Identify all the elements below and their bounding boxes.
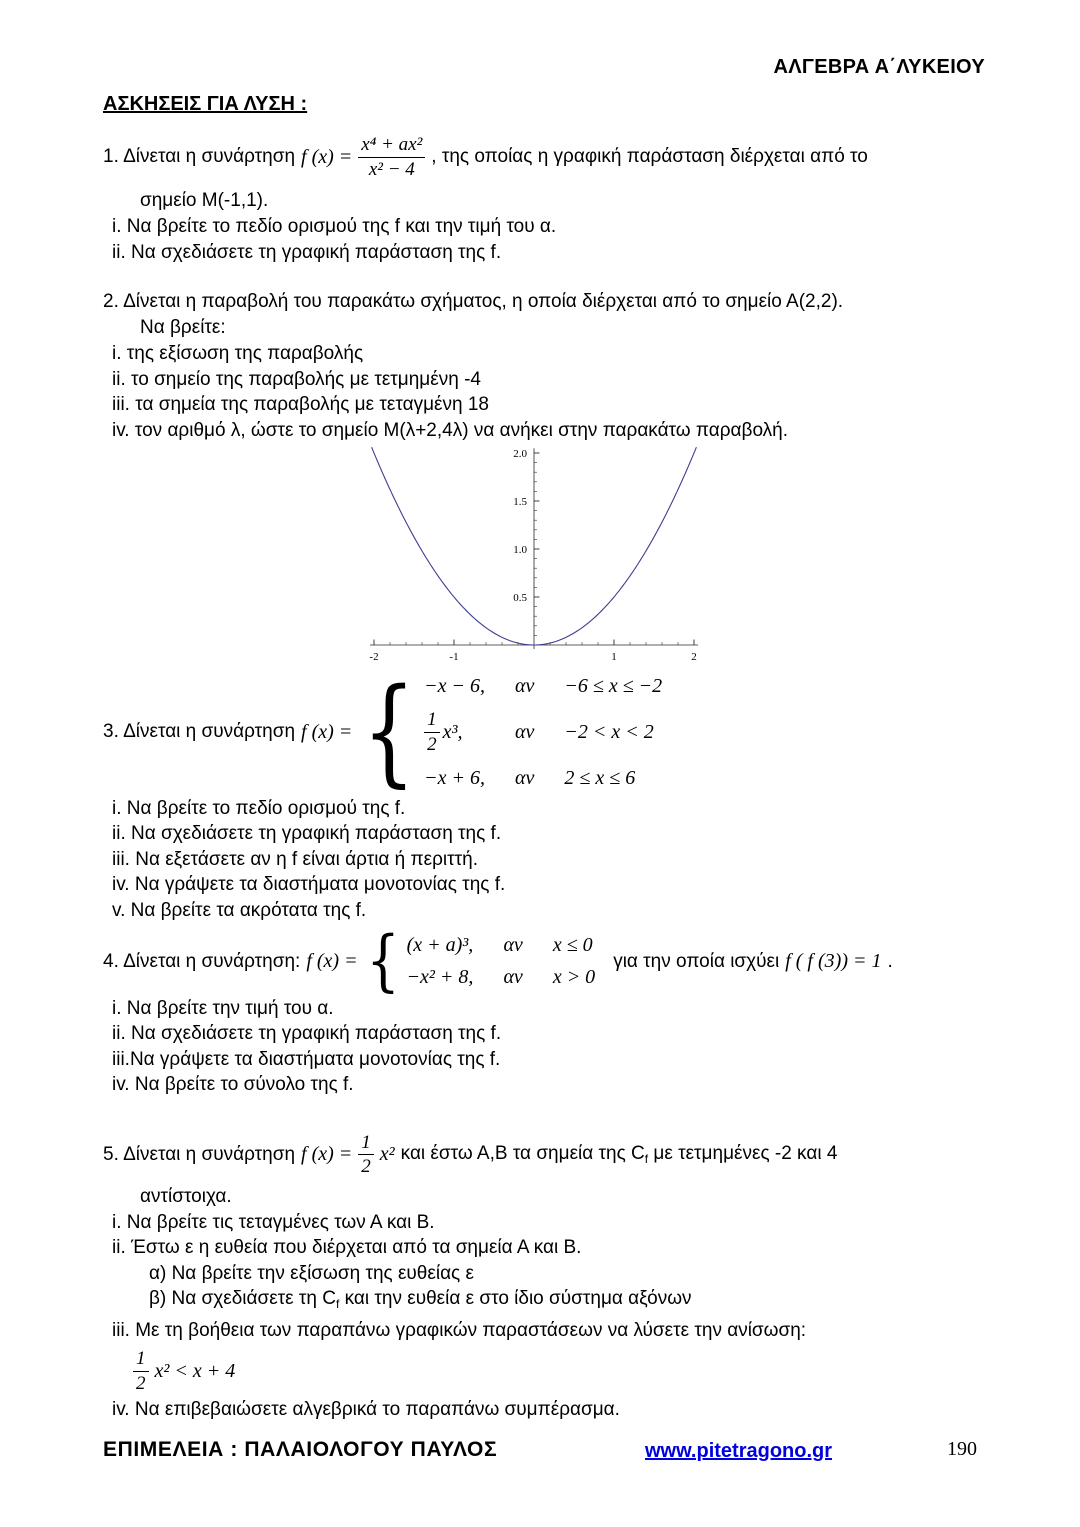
exercise-4-intro: 4. Δίνεται η συνάρτηση:: [103, 950, 301, 972]
exercise-5-statement: [103, 1126, 985, 1184]
text-run: με τετμημένες -2 και 4: [648, 1143, 838, 1165]
fraction: [358, 1132, 374, 1179]
exercise-1-point: σημείο Μ(-1,1).: [140, 190, 269, 211]
numerator: 1: [424, 709, 440, 733]
case-condition-word: αν: [514, 675, 535, 697]
exercise-4: [103, 922, 985, 1098]
inequality-expression: x² < x + 4: [154, 1359, 236, 1382]
denominator: x² − 4: [368, 158, 415, 180]
parabola-chart: [366, 445, 702, 667]
period: .: [887, 950, 893, 972]
exercise-1-intro: 1. Δίνεται η συνάρτηση: [103, 146, 296, 167]
y-tick-label: 0.5: [513, 592, 527, 604]
case-range: x ≤ 0: [552, 934, 593, 957]
exercise-item: ii. Να σχεδιάσετε τη γραφική παράσταση της f.: [112, 241, 502, 263]
case-expression: [424, 709, 485, 756]
numerator: x⁴ + ax²: [358, 134, 425, 158]
case-range: −6 ≤ x ≤ −2: [564, 675, 663, 697]
exercise-subitem: [149, 1286, 985, 1318]
text-run: και την ευθεία ε στο ίδιο σύστημα αξόνων: [339, 1288, 692, 1310]
exercise-4-condition-math: f ( f (3)) = 1: [785, 950, 882, 973]
piecewise-cases: [407, 934, 596, 989]
case-expression-tail: x³,: [442, 720, 463, 743]
denominator: 2: [427, 733, 437, 755]
exercise-4-statement: [103, 922, 985, 1000]
exercise-item: iii. τα σημεία της παραβολής με τεταγμένη 18: [112, 394, 489, 415]
function-notation: f (x) =: [301, 720, 353, 743]
text-run: και έστω Α,Β τα σημεία της C: [400, 1143, 645, 1165]
case-condition-word: αν: [503, 934, 523, 957]
page-footer: [103, 1438, 985, 1468]
case-expression: −x + 6,: [424, 766, 485, 789]
case-range: x > 0: [552, 966, 596, 989]
exercise-item: iii. Να εξετάσετε αν η f είναι άρτια ή περιττή.: [112, 848, 478, 870]
exercise-5-cont: αντίστοιχα.: [140, 1185, 232, 1207]
case-range: 2 ≤ x ≤ 6: [564, 766, 636, 789]
exercise-1-statement: [103, 126, 985, 188]
numerator: 1: [133, 1348, 149, 1372]
x-tick-label: 1: [611, 651, 617, 663]
exercise-item: iv. τον αριθμό λ, ώστε το σημείο Μ(λ+2,4λ) να ανήκει στην παρακάτω παραβολή.: [112, 419, 789, 441]
fraction: [133, 1348, 149, 1395]
exercise-2: [103, 289, 985, 443]
exercise-item: i. Να βρείτε την τιμή του α.: [112, 997, 334, 1019]
exercise-item: i. Να βρείτε τις τεταγμένες των Α και Β.: [112, 1211, 435, 1233]
exercise-1: [103, 126, 985, 265]
exercise-4-items: [103, 996, 985, 1098]
function-notation: f (x) =: [301, 1143, 353, 1166]
page-number: 190: [947, 1438, 977, 1460]
cf-subscript: f: [644, 1152, 649, 1167]
x-tick-label: 2: [691, 651, 697, 663]
exercise-item: ii. Να σχεδιάσετε τη γραφική παράσταση της f.: [112, 1023, 502, 1045]
fraction: [358, 134, 425, 181]
y-tick-label: 2.0: [513, 448, 527, 460]
case-condition-word: αν: [514, 720, 535, 743]
piecewise-brace: {: [365, 922, 400, 1000]
y-axis: [513, 448, 539, 649]
case-expression: (x + a)³,: [406, 934, 474, 957]
inequality: [133, 1347, 985, 1395]
exercise-item: i. της εξίσωση της παραβολής: [112, 343, 364, 364]
x-tick-label: -2: [369, 651, 379, 663]
section-heading-text: ΑΣΚΗΣΕΙΣ ΓΙΑ ΛΥΣΗ :: [103, 93, 308, 115]
x-tick-label: -1: [449, 651, 459, 663]
function-notation: f (x) =: [301, 145, 353, 168]
exercise-item: v. Να βρείτε τα ακρότατα της f.: [112, 899, 367, 921]
website-link[interactable]: www.pitetragono.gr: [645, 1440, 833, 1462]
exercise-item: i. Να βρείτε το πεδίο ορισμού της f.: [112, 797, 406, 819]
exercise-item: ii. Έστω ε η ευθεία που διέρχεται από τα σημεία Α και Β.: [112, 1237, 582, 1259]
fraction: [424, 709, 440, 756]
exercise-5-intro-cont: [401, 1143, 838, 1166]
y-tick-label: 1.5: [513, 496, 527, 508]
exercise-5: [103, 1126, 985, 1423]
exercise-subitem: α) Να βρείτε την εξίσωση της ευθείας ε: [149, 1262, 474, 1284]
piecewise-cases: [424, 675, 662, 790]
exercise-2-subheading: Να βρείτε:: [140, 317, 226, 338]
exercise-item: iv. Να επιβεβαιώσετε αλγεβρικά το παραπάνω συμπέρασμα.: [112, 1399, 620, 1421]
section-heading: [103, 93, 985, 116]
y-tick-label: 1.0: [513, 544, 527, 556]
case-range: −2 < x < 2: [564, 720, 654, 743]
numerator: 1: [358, 1132, 374, 1156]
function-notation: f (x) =: [306, 950, 358, 973]
exercise-3-items: [103, 796, 985, 924]
case-expression: −x² + 8,: [406, 966, 474, 989]
exercise-item: ii. το σημείο της παραβολής με τετμημένη -4: [112, 368, 481, 390]
cf-subscript: f: [336, 1297, 340, 1312]
editor-credit: ΕΠΙΜΕΛΕΙΑ : ΠΑΛΑΙΟΛΟΓΟΥ ΠΑΥΛΟΣ: [103, 1438, 498, 1461]
text-run: β) Να σχεδιάσετε τη C: [149, 1288, 336, 1310]
course-title: ΑΛΓΕΒΡΑ Α΄ΛΥΚΕΙΟΥ: [773, 56, 985, 78]
exercise-item: i. Να βρείτε το πεδίο ορισμού της f και την τιμή του α.: [112, 216, 557, 237]
exercise-item: ii. Να σχεδιάσετε τη γραφική παράσταση της f.: [112, 823, 502, 845]
exercise-5-intro: 5. Δίνεται η συνάρτηση: [103, 1143, 296, 1165]
exercise-4-condition-text: για την οποία ισχύει: [613, 950, 780, 972]
piecewise-brace: {: [362, 663, 416, 799]
exercise-3-statement: [103, 663, 985, 799]
exercise-item: iv. Να βρείτε το σύνολο της f.: [112, 1074, 354, 1096]
case-condition-word: αν: [503, 966, 523, 989]
exercise-item: iii. Με τη βοήθεια των παραπάνω γραφικών παραστάσεων να λύσετε την ανίσωση:: [112, 1319, 807, 1341]
exercise-item: iv. Να γράψετε τα διαστήματα μονοτονίας της f.: [112, 874, 506, 896]
fraction-tail: x²: [379, 1143, 395, 1166]
exercise-2-statement: 2. Δίνεται η παραβολή του παρακάτω σχήματος, η οποία διέρχεται από το σημείο Α(2,2).: [103, 291, 844, 312]
denominator: 2: [361, 1156, 371, 1178]
exercise-1-intro-cont: , της οποίας η γραφική παράσταση διέρχεται από το: [431, 146, 868, 167]
denominator: 2: [136, 1372, 146, 1394]
exercise-item: iii.Να γράψετε τα διαστήματα μονοτονίας της f.: [112, 1048, 501, 1070]
exercise-3-intro: 3. Δίνεται η συνάρτηση: [103, 721, 296, 743]
case-expression: −x − 6,: [424, 675, 485, 697]
exercise-3: [103, 663, 985, 923]
chart-container: [366, 445, 985, 673]
case-condition-word: αν: [514, 766, 535, 789]
